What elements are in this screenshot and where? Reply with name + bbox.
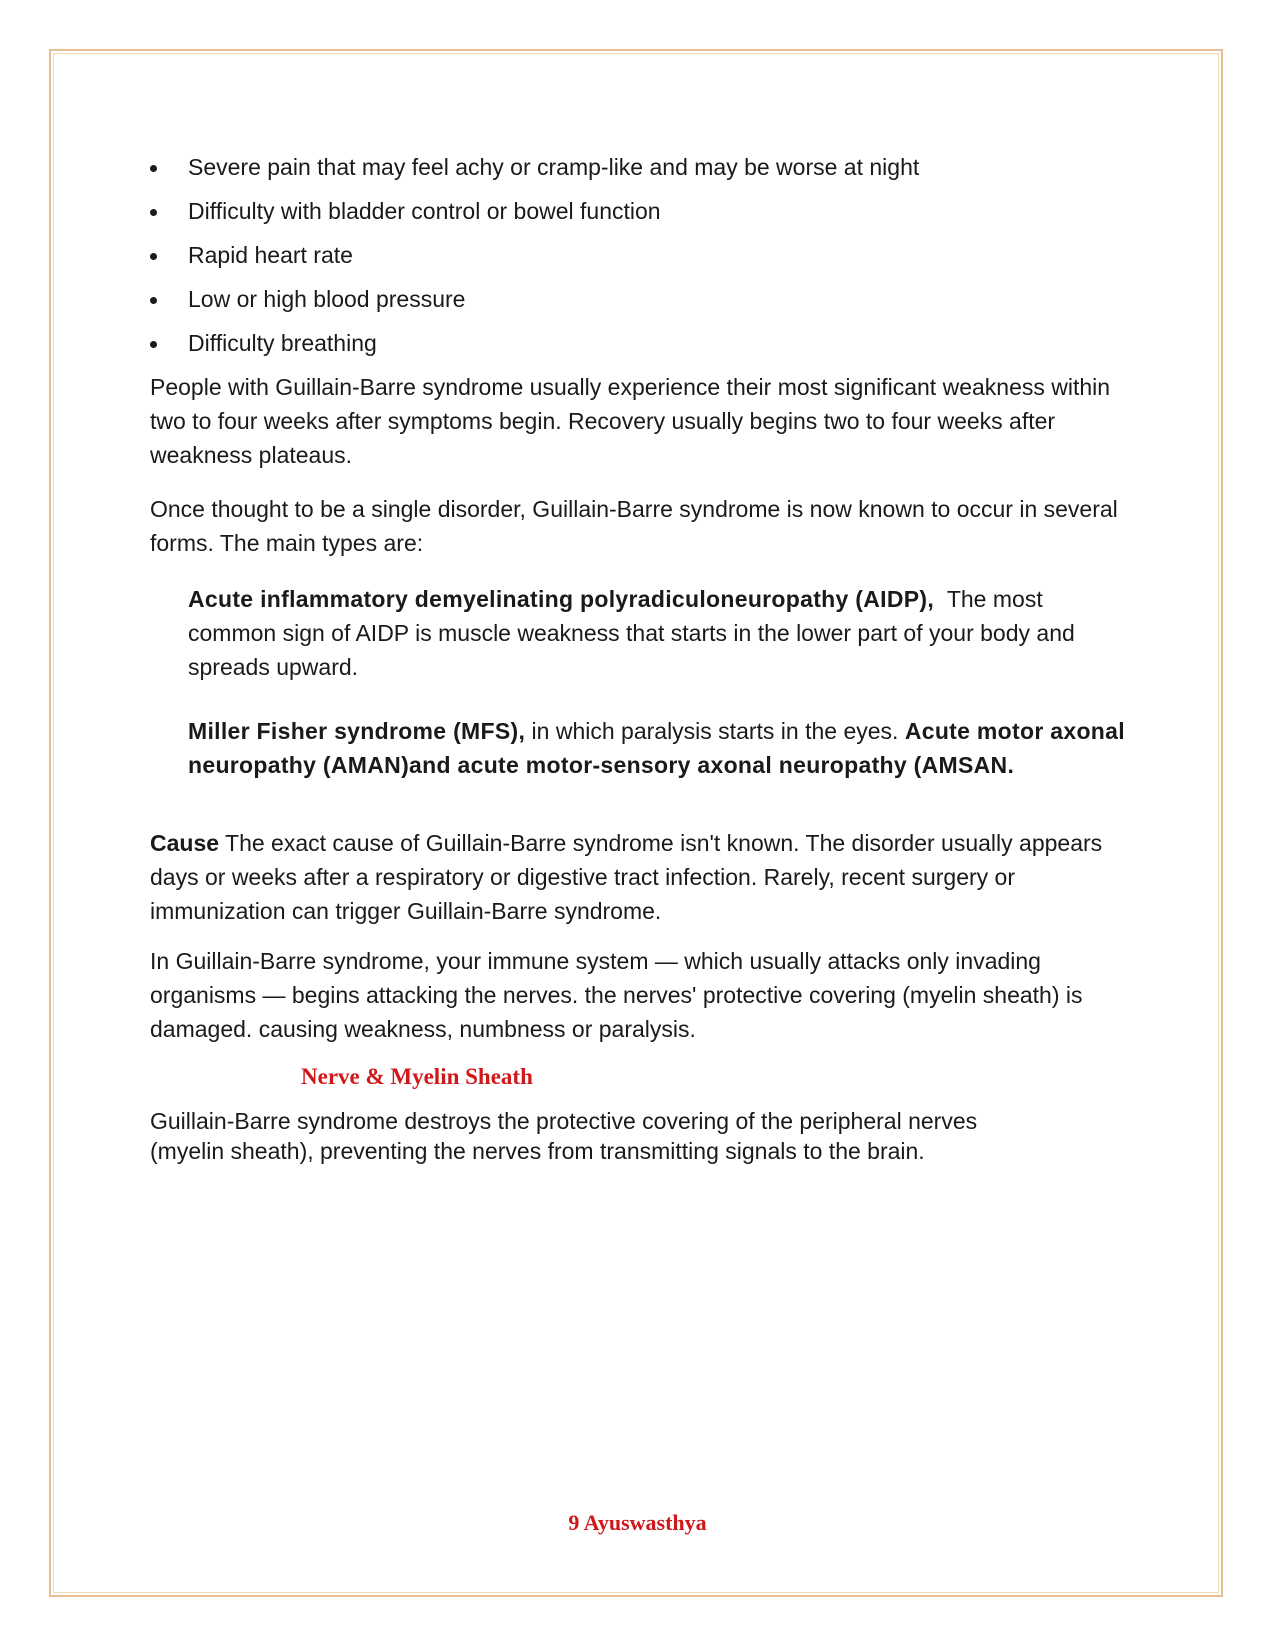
list-item-text: Rapid heart rate (188, 242, 353, 268)
aidp-title: Acute inflammatory demyelinating polyradiculoneuropathy (AIDP), (188, 586, 935, 612)
bullet-icon (150, 341, 157, 348)
immune-paragraph: In Guillain-Barre syndrome, your immune system — which usually attacks only invading organisms — begins attacking the nerves. the nerves' protective covering (myelin sheath) is damaged. causing weakness, numbness or paralysis. (150, 948, 1083, 1042)
bullet-icon (150, 253, 157, 260)
list-item-text: Severe pain that may feel achy or cramp-like and may be worse at night (188, 154, 920, 180)
list-item (150, 238, 1130, 282)
page-content (150, 150, 1130, 1166)
myelin-line-1: Guillain-Barre syndrome destroys the protective covering of the peripheral nerves (150, 1108, 978, 1134)
bullet-icon (150, 209, 157, 216)
mfs-text: in which paralysis starts in the eyes. (525, 718, 905, 744)
aidp-block (188, 582, 1130, 684)
cause-paragraph (150, 826, 1130, 928)
list-item (150, 150, 1130, 194)
list-item (150, 194, 1130, 238)
list-item-text: Low or high blood pressure (188, 286, 466, 312)
list-item-text: Difficulty breathing (188, 330, 377, 356)
mfs-title: Miller Fisher syndrome (MFS), (188, 718, 526, 744)
mfs-block (188, 714, 1130, 782)
page-footer: 9 Ayuswasthya (568, 1510, 707, 1535)
forms-paragraph: Once thought to be a single disorder, Guillain-Barre syndrome is now known to occur in several forms. The main types are: (150, 496, 1118, 556)
myelin-paragraph (150, 1106, 1130, 1166)
myelin-line-2: (myelin sheath), preventing the nerves from transmitting signals to the brain. (150, 1138, 925, 1164)
symptom-list (150, 150, 1130, 370)
bullet-icon (150, 297, 157, 304)
list-item (150, 326, 1130, 370)
cause-text: The exact cause of Guillain-Barre syndrome isn't known. The disorder usually appears days or weeks after a respiratory or digestive tract infection. Rarely, recent surgery or immunization can trigger Guillain-Barre syndrome. (150, 830, 1103, 924)
types-section (150, 582, 1130, 782)
aman-title: Acute motor axonal neuropathy (AMAN)and acute motor-sensory axonal neuropathy (AMSAN. (188, 718, 1125, 778)
weakness-paragraph: People with Guillain-Barre syndrome usually experience their most significant weakness within two to four weeks after symptoms begin. Recovery usually begins two to four weeks after weakness plateaus. (150, 374, 1111, 468)
cause-label: Cause (150, 830, 220, 856)
list-item (150, 282, 1130, 326)
figure-caption: Nerve & Myelin Sheath (301, 1064, 533, 1089)
list-item-text: Difficulty with bladder control or bowel function (188, 198, 661, 224)
bullet-icon (150, 165, 157, 172)
aidp-text: The most common sign of AIDP is muscle weakness that starts in the lower part of your body and spreads upward. (188, 586, 1075, 680)
